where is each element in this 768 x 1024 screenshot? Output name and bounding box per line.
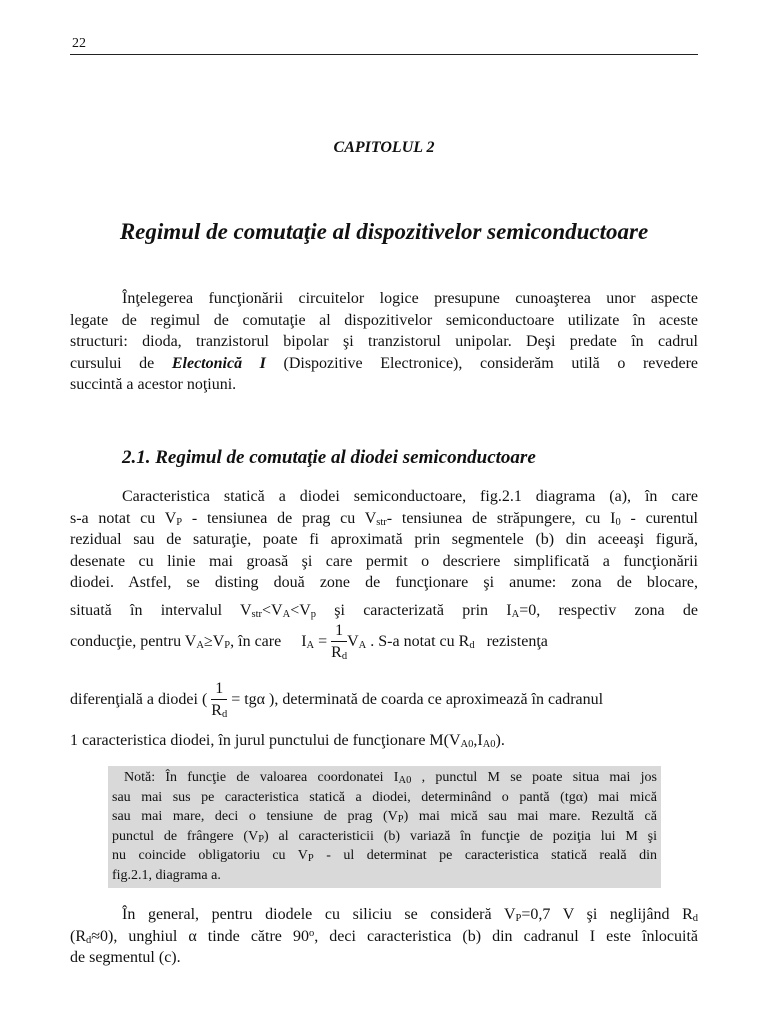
note-line: Notă: În funcţie de valoarea coordonatei $I_{A0}$ , punctul M se poate situa mai jos: [124, 770, 657, 786]
intro-line: legate de regimul de comutaţie al dispozitivelor semiconductoare utilizate în aceste: [70, 311, 698, 329]
formula-ia: $I_A$ = $\frac{1}{R_d}$ $V_A$: [301, 622, 367, 662]
main-paragraph: [70, 486, 698, 621]
main-line: s-a notat cu $V_P$ - tensiunea de prag cu $V_{str}-$ tensiunea de străpungere, cu $I_0$ - curentul: [70, 509, 698, 528]
fraction: $\frac{1}{R_d}$: [211, 680, 228, 720]
main-line: desenate cu linie mai groasă şi care permit o descriere simplificată a funcţionării: [70, 552, 698, 570]
note-line: punctul de frângere $(V_P)$ al caracteristicii (b) variază în funcţie de poziţia lui M şi: [112, 828, 657, 845]
note-line: sau mai sus pe caracteristica statică a diodei, determinând o pantă (tgα) mai mică: [112, 789, 657, 805]
note-line: nu coincide obligatoriu cu $V_P$ - ul determinat pe caracteristica statică reală din: [112, 848, 657, 865]
chapter-label: CAPITOLUL 2: [333, 139, 435, 156]
fraction: $\frac{1}{R_d}$: [331, 622, 348, 662]
closing-paragraph: [70, 904, 698, 969]
section-title: 2.1. Regimul de comutaţie al diodei semiconductoare: [122, 447, 536, 468]
intro-line: succintă a acestor noţiuni.: [70, 376, 237, 393]
main-line: diodei. Astfel, se disting două zone de funcţionare şi anume: zona de blocare,: [70, 574, 698, 591]
course-name: Electonică I: [171, 354, 266, 372]
main-line: situată în intervalul $V_{str}<V_A<V_p$ şi caracterizată prin $I_A=0$, respectiv zona de: [70, 601, 699, 620]
header-rule: [70, 54, 698, 55]
closing-line: de segmentul (c).: [70, 949, 181, 966]
closing-line: În general, pentru diodele cu siliciu se consideră $V_P=0,7$ V şi neglijând $R_d$: [122, 906, 699, 924]
intro-paragraph: [70, 288, 698, 396]
note-box: [108, 766, 661, 888]
chapter-title: Regimul de comutaţie al dispozitivelor semiconductoare: [119, 219, 649, 244]
main-line: Caracteristica statică a diodei semiconductoare, fig.2.1 diagrama (a), în care: [122, 488, 698, 505]
intro-line: structuri: dioda, tranzistorul bipolar şi tranzistorul unipolar. Deşi predate în cadrul: [70, 333, 698, 350]
page-number: 22: [72, 36, 86, 51]
closing-line: $(R_d\approx 0)$, unghiul α tinde către 90$^o$, deci caracteristica (b) din cadranul I este înlocuită: [70, 927, 699, 946]
note-line: sau mai mare, deci o tensiune de prag $(V_P)$ mai mică sau mai mare. Rezultă că: [112, 809, 657, 826]
intro-line: cursului de Electonică I (Dispozitive Electronice), considerăm utilă o revedere: [70, 354, 699, 372]
main-line: 1 caracteristica diodei, în jurul punctului de funcţionare $M(V_{A0},I_{A0})$.: [70, 732, 505, 750]
main-line-formula-1: conducţie, pentru $V_A\ge V_P$, în care $I_A$ = $\frac{1}{R_d}$ $V_A$ . S-a notat cu $R_d$ rezistenţa: [70, 622, 548, 662]
main-line: rezidual sau de saturaţie, poate fi aproximată prin segmentele (b) din aceeaşi figură,: [70, 531, 698, 548]
main-line-formula-2: diferenţială a diodei ( $\frac{1}{R_d}$ = tgα ), determinată de coarda ce aproximează în cadranul: [70, 680, 604, 720]
intro-line: Înţelegerea funcţionării circuitelor logice presupune cunoaşterea unor aspecte: [122, 290, 698, 307]
note-line: fig.2.1, diagrama a.: [112, 867, 221, 883]
